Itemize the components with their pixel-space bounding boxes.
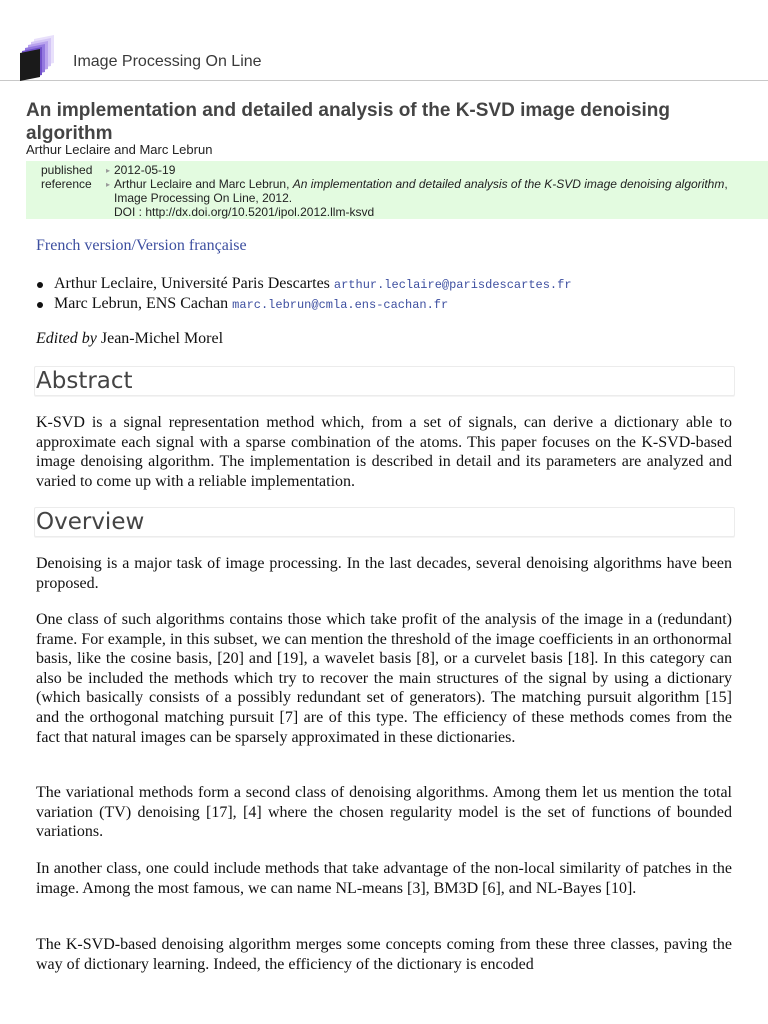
author-item bbox=[36, 294, 572, 314]
bullet-icon bbox=[37, 302, 43, 308]
overview-paragraph-3: The variational methods form a second class of denoising algorithms. Among them let us mention the total variation (TV) denoising [17], [4] where the chosen regularity model is the set of functions of bounded variations. bbox=[36, 784, 732, 841]
bullet-icon: ▸ bbox=[106, 180, 111, 189]
reference-value bbox=[114, 177, 754, 219]
article-authors: Arthur Leclaire and Marc Lebrun bbox=[26, 142, 213, 157]
reference-journal: , Image Processing On Line, 2012. bbox=[114, 177, 728, 205]
overview-paragraph-2: One class of such algorithms contains those which take profit of the analysis of the image in a (redundant) frame. For example, in this subset, we can mention the threshold of the image coefficients in an orthonormal basis, like the cosine basis, [20] and [19], a wavelet basis [8], or a curvelet basis [18]. In this category can also be included the methods which try to recover the main structures of the signal by using a dictionary (which basically consists of a possibly redundant set of generators). The matching pursuit algorithm [15] and the orthogonal matching pursuit [7] are of this type. The efficiency of these methods comes from the fact that natural images can be sparsely approximated in these dictionaries. bbox=[36, 611, 732, 746]
edited-by bbox=[36, 330, 223, 348]
overview-paragraph-4: In another class, one could include methods that take advantage of the non-local similarity of patches in the image. Among the most famous, we can name NL-means [3], BM3D [6], and NL-Bayes [10]. bbox=[36, 860, 732, 897]
reference-authors: Arthur Leclaire and Marc Lebrun, bbox=[114, 177, 293, 191]
site-name[interactable]: Image Processing On Line bbox=[73, 53, 262, 70]
published-value: 2012-05-19 bbox=[114, 163, 176, 177]
published-label: published bbox=[41, 163, 93, 177]
author-item bbox=[36, 274, 572, 294]
author-email-link[interactable]: arthur.leclaire@parisdescartes.fr bbox=[333, 278, 572, 292]
bullet-icon: ▸ bbox=[106, 166, 111, 175]
abstract-text: K-SVD is a signal representation method which, from a set of signals, can derive a dictionary able to approximate each signal with a sparse combination of the atoms. This paper focuses on the K-SVD-based image denoising algorithm. The implementation is described in detail and its parameters are analyzed and varied to come up with a reliable implementation. bbox=[36, 414, 732, 490]
article-title: An implementation and detailed analysis of the K-SVD image denoising algorithm bbox=[26, 100, 670, 144]
author-name: Marc Lebrun, ENS Cachan bbox=[54, 295, 229, 312]
overview-paragraph-5: The K-SVD-based denoising algorithm merges some concepts coming from these three classes, paving the way of dictionary learning. Indeed, the efficiency of the dictionary is encoded bbox=[36, 936, 732, 973]
overview-heading: Overview bbox=[34, 507, 735, 537]
abstract-heading: Abstract bbox=[34, 366, 735, 396]
reference-title: An implementation and detailed analysis of the K-SVD image denoising algorithm bbox=[292, 177, 725, 191]
metadata-box bbox=[26, 161, 768, 219]
reference-label: reference bbox=[41, 177, 92, 191]
doi[interactable]: DOI : http://dx.doi.org/10.5201/ipol.2012.llm-ksvd bbox=[114, 205, 375, 219]
french-version-link[interactable]: French version/Version française bbox=[36, 237, 247, 254]
ipol-logo-icon[interactable] bbox=[18, 33, 60, 81]
author-name: Arthur Leclaire, Université Paris Descartes bbox=[54, 275, 330, 292]
author-email-link[interactable]: marc.lebrun@cmla.ens-cachan.fr bbox=[232, 298, 449, 312]
edited-label: Edited by bbox=[36, 330, 97, 347]
site-header bbox=[0, 0, 768, 81]
editor-name: Jean-Michel Morel bbox=[100, 330, 224, 347]
bullet-icon bbox=[37, 282, 43, 288]
author-list bbox=[36, 274, 572, 314]
overview-paragraph-1: Denoising is a major task of image processing. In the last decades, several denoising algorithms have been proposed. bbox=[36, 555, 732, 592]
